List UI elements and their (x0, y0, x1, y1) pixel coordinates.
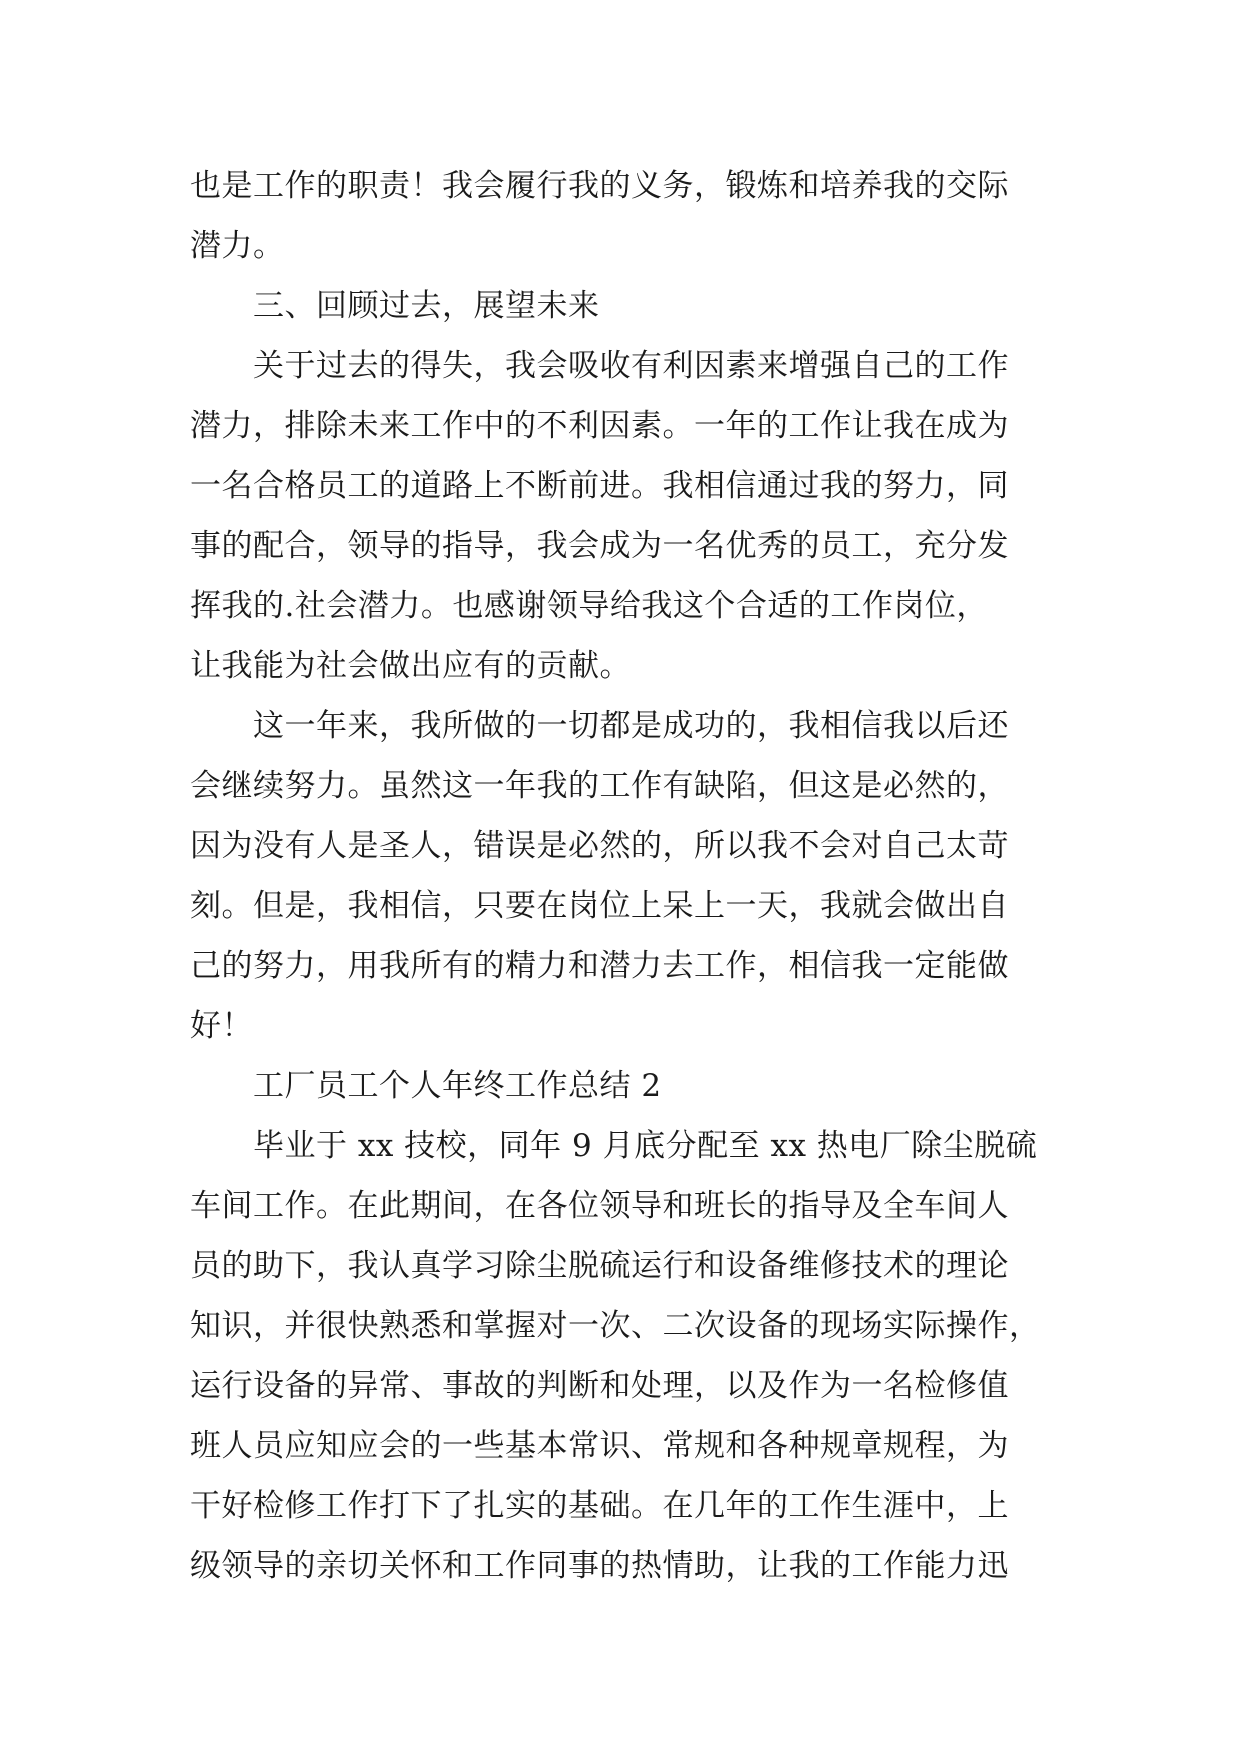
document-body (190, 156, 1060, 1596)
text-line: 潜力。 (190, 228, 285, 264)
text-line: 一名合格员工的道路上不断前进。我相信通过我的努力，同 (190, 468, 1009, 504)
text-line: 工厂员工个人年终工作总结 2 (253, 1068, 662, 1104)
text-line: 好！ (190, 1008, 253, 1044)
text-line: 会继续努力。虽然这一年我的工作有缺陷，但这是必然的， (190, 768, 1009, 804)
text-line: 事的配合，领导的指导，我会成为一名优秀的员工，充分发 (190, 528, 1009, 564)
text-line: 己的努力，用我所有的精力和潜力去工作，相信我一定能做 (190, 948, 1009, 984)
text-line: 知识，并很快熟悉和掌握对一次、二次设备的现场实际操作， (190, 1308, 1041, 1344)
text-line: 运行设备的异常、事故的判断和处理，以及作为一名检修值 (190, 1368, 1009, 1404)
text-line: 毕业于 xx 技校，同年 9 月底分配至 xx 热电厂除尘脱硫 (253, 1128, 1038, 1164)
text-line: 车间工作。在此期间，在各位领导和班长的指导及全车间人 (190, 1188, 1009, 1224)
text-line: 关于过去的得失，我会吸收有利因素来增强自己的工作 (253, 348, 1009, 384)
text-line: 员的助下，我认真学习除尘脱硫运行和设备维修技术的理论 (190, 1248, 1009, 1284)
text-line: 刻。但是，我相信，只要在岗位上呆上一天，我就会做出自 (190, 888, 1009, 924)
text-line: 三、回顾过去，展望未来 (253, 288, 600, 324)
text-line: 班人员应知应会的一些基本常识、常规和各种规章规程，为 (190, 1428, 1009, 1464)
text-line: 干好检修工作打下了扎实的基础。在几年的工作生涯中，上 (190, 1488, 1009, 1524)
text-line: 也是工作的职责！我会履行我的义务，锻炼和培养我的交际 (190, 168, 1009, 204)
text-line: 级领导的亲切关怀和工作同事的热情助，让我的工作能力迅 (190, 1548, 1009, 1584)
text-line: 挥我的.社会潜力。也感谢领导给我这个合适的工作岗位， (190, 588, 988, 624)
text-line: 这一年来，我所做的一切都是成功的，我相信我以后还 (253, 708, 1009, 744)
text-line: 潜力，排除未来工作中的不利因素。一年的工作让我在成为 (190, 408, 1009, 444)
text-line: 让我能为社会做出应有的贡献。 (190, 648, 631, 684)
text-line: 因为没有人是圣人，错误是必然的，所以我不会对自己太苛 (190, 828, 1009, 864)
